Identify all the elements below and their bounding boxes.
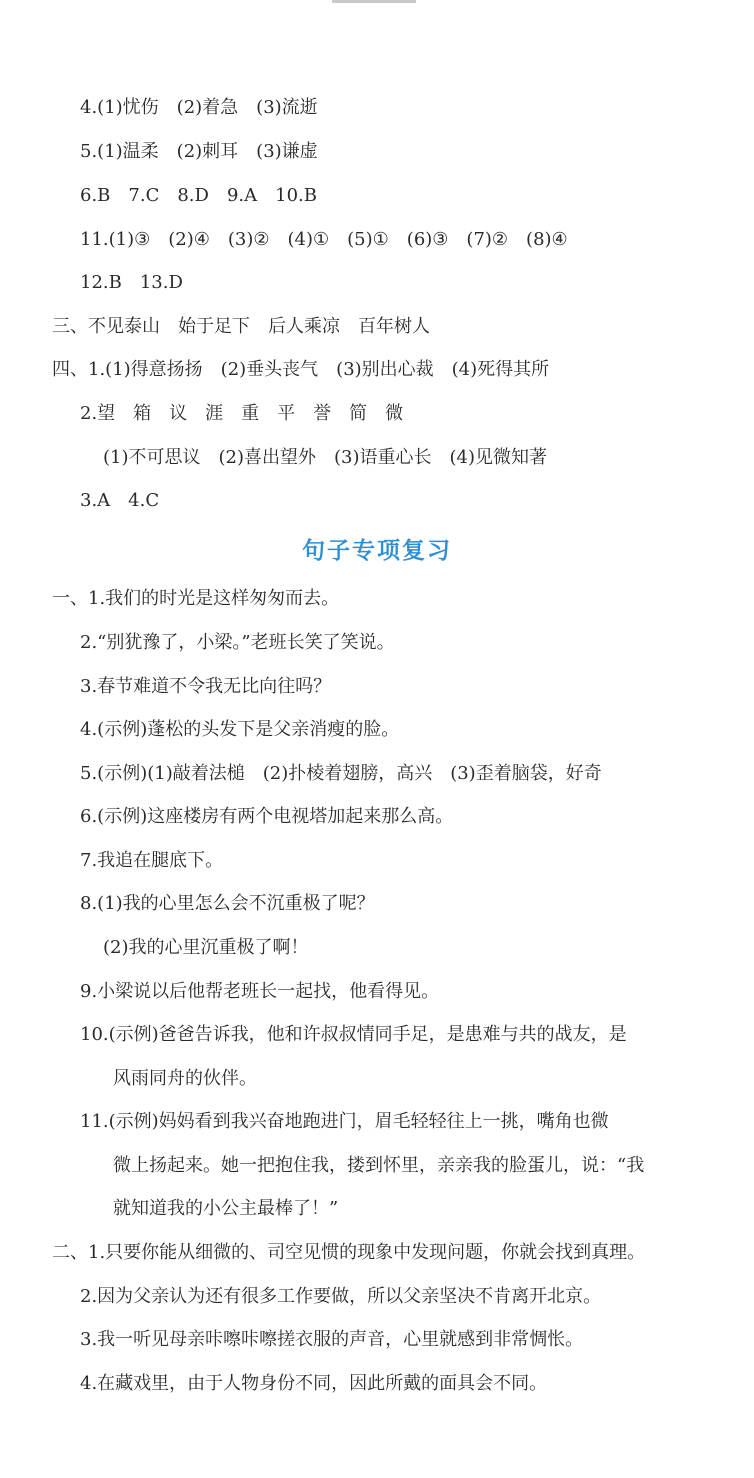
answer-line: 9.小梁说以后他帮老班长一起找，他看得见。 (80, 981, 440, 1002)
answer-line: 3.我一听见母亲咔嚓咔嚓搓衣服的声音，心里就感到非常惆怅。 (80, 1329, 584, 1350)
answer-line-continued: 就知道我的小公主最棒了！” (113, 1198, 339, 1219)
answer-line: 7.我追在腿底下。 (80, 850, 224, 871)
answer-line: 2.望 箱 议 涯 重 平 誉 简 微 (80, 403, 404, 424)
top-edge-mark (332, 0, 416, 3)
answer-line: 10.(示例)爸爸告诉我，他和许叔叔情同手足，是患难与共的战友，是 (80, 1024, 627, 1045)
section-three-line: 三、不见泰山 始于足下 后人乘凉 百年树人 (52, 316, 430, 337)
answer-line: (1)不可思议 (2)喜出望外 (3)语重心长 (4)见微知著 (103, 447, 547, 468)
section-two-line: 二、1.只要你能从细微的、司空见惯的现象中发现问题，你就会找到真理。 (52, 1242, 646, 1263)
answer-line: 11.(示例)妈妈看到我兴奋地跑进门，眉毛轻轻往上一挑，嘴角也微 (80, 1111, 609, 1132)
answer-line: 3.春节难道不令我无比向往吗？ (80, 676, 332, 697)
answer-line: 11.(1)③ (2)④ (3)② (4)① (5)① (6)③ (7)② (8)④ (80, 229, 568, 250)
answer-line: 12.B 13.D (80, 272, 183, 293)
answer-line: 4.(1)忧伤 (2)着急 (3)流逝 (80, 97, 318, 118)
answer-line: 8.(1)我的心里怎么会不沉重极了呢？ (80, 893, 375, 914)
answer-line: 6.(示例)这座楼房有两个电视塔加起来那么高。 (80, 806, 454, 827)
answer-line: 5.(示例)(1)敲着法槌 (2)扑棱着翅膀，高兴 (3)歪着脑袋，好奇 (80, 763, 602, 784)
answer-line-continued: 微上扬起来。她一把抱住我，搂到怀里，亲亲我的脸蛋儿，说：“我 (113, 1155, 645, 1176)
section-one-line: 一、1.我们的时光是这样匆匆而去。 (52, 588, 340, 609)
section-title: 句子专项复习 (302, 538, 452, 564)
answer-line-continued: 风雨同舟的伙伴。 (113, 1068, 257, 1089)
section-four-line: 四、1.(1)得意扬扬 (2)垂头丧气 (3)别出心裁 (4)死得其所 (52, 359, 550, 380)
answer-line: 3.A 4.C (80, 490, 160, 511)
answer-line: 4.(示例)蓬松的头发下是父亲消瘦的脸。 (80, 719, 400, 740)
answer-line: 2.“别犹豫了，小梁。”老班长笑了笑说。 (80, 632, 395, 653)
answer-line: (2)我的心里沉重极了啊！ (103, 937, 309, 958)
answer-line: 6.B 7.C 8.D 9.A 10.B (80, 185, 317, 206)
answer-line: 5.(1)温柔 (2)刺耳 (3)谦虚 (80, 141, 318, 162)
answer-line: 2.因为父亲认为还有很多工作要做，所以父亲坚决不肯离开北京。 (80, 1286, 602, 1307)
answer-line: 4.在藏戏里，由于人物身份不同，因此所戴的面具会不同。 (80, 1373, 548, 1394)
